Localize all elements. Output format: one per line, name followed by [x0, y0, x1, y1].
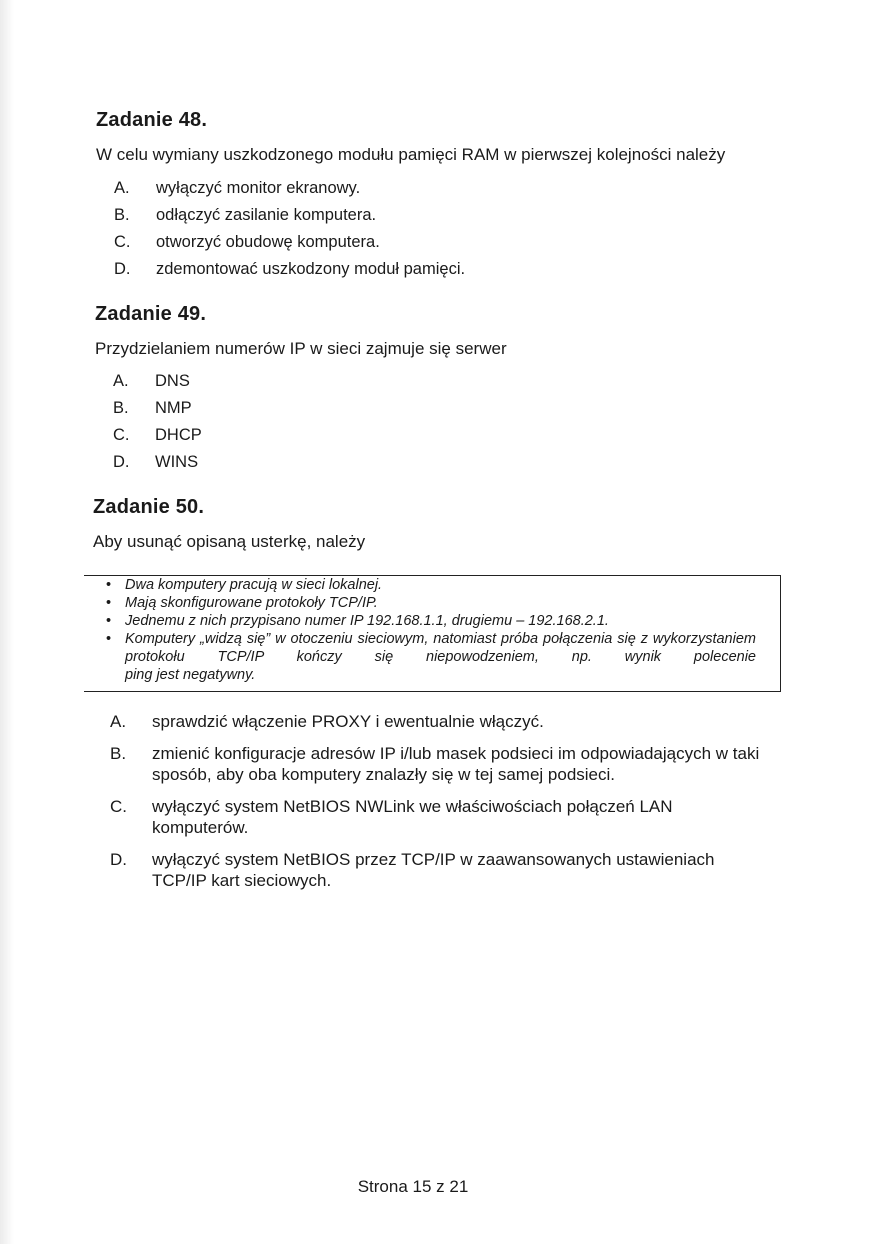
task-48-options — [114, 179, 614, 287]
option-a[interactable] — [110, 711, 760, 732]
option-text: wyłączyć system NetBIOS przez TCP/IP w zaawansowanych ustawieniach TCP/IP kart sieciowych. — [152, 850, 715, 890]
task-49-question: Przydzielaniem numerów IP w sieci zajmuje się serwer — [95, 339, 507, 358]
option-letter: C. — [110, 797, 127, 816]
option-letter: A. — [113, 372, 129, 390]
option-text: sprawdzić włączenie PROXY i ewentualnie włączyć. — [152, 712, 544, 731]
option-text: DNS — [155, 372, 190, 390]
option-letter: C. — [114, 233, 131, 251]
problem-item — [106, 630, 756, 684]
option-text: zdemontować uszkodzony moduł pamięci. — [156, 260, 466, 278]
problem-item-text: Jednemu z nich przypisano numer IP 192.168.1.1, drugiemu – 192.168.2.1. — [125, 613, 609, 629]
task-50-options — [110, 711, 760, 902]
option-letter: B. — [114, 206, 130, 224]
problem-item-text: Dwa komputery pracują w sieci lokalnej. — [125, 577, 383, 593]
option-b[interactable] — [110, 743, 760, 785]
problem-item-text-end: ping jest negatywny. — [125, 667, 256, 683]
option-d[interactable] — [113, 453, 413, 480]
option-letter: A. — [110, 712, 127, 731]
task-48-question: W celu wymiany uszkodzonego modułu pamięci RAM w pierwszej kolejności należy — [96, 145, 726, 164]
option-d[interactable] — [114, 260, 614, 287]
option-a[interactable] — [113, 372, 413, 399]
task-49-title: Zadanie 49. — [95, 303, 207, 325]
option-b[interactable] — [114, 206, 614, 233]
page-number: Strona 15 z 21 — [357, 1177, 469, 1196]
problem-item — [106, 576, 756, 594]
option-c[interactable] — [110, 796, 760, 838]
option-letter: B. — [110, 744, 127, 763]
option-letter: A. — [114, 179, 130, 197]
option-b[interactable] — [113, 399, 413, 426]
bullet-icon: • — [106, 595, 112, 611]
bullet-icon: • — [106, 577, 112, 593]
option-c[interactable] — [114, 233, 614, 260]
task-50-question: Aby usunąć opisaną usterkę, należy — [93, 532, 366, 551]
scan-shadow-edge — [0, 0, 14, 1244]
option-a[interactable] — [114, 179, 614, 206]
option-text: WINS — [155, 453, 199, 471]
task-48-title: Zadanie 48. — [96, 109, 208, 131]
option-letter: B. — [113, 399, 129, 417]
problem-item — [106, 594, 756, 612]
option-letter: D. — [113, 453, 130, 471]
task-49-options — [113, 372, 413, 480]
option-letter: D. — [114, 260, 131, 278]
option-letter: D. — [110, 850, 127, 869]
option-text: NMP — [155, 399, 192, 417]
option-text: zmienić konfiguracje adresów IP i/lub masek podsieci im odpowiadających w taki sposób, aby oba komputery znalazły się w tej samej podsieci. — [152, 744, 760, 784]
option-text: wyłączyć monitor ekranowy. — [156, 179, 361, 197]
option-text: odłączyć zasilanie komputera. — [156, 206, 377, 224]
problem-description-box — [84, 575, 781, 692]
task-50-title: Zadanie 50. — [93, 496, 205, 518]
bullet-icon: • — [106, 631, 112, 647]
option-text: DHCP — [155, 426, 202, 444]
bullet-icon: • — [106, 613, 112, 629]
option-d[interactable] — [110, 849, 760, 891]
problem-description-list — [106, 576, 756, 684]
option-c[interactable] — [113, 426, 413, 453]
option-letter: C. — [113, 426, 130, 444]
problem-item-text: Komputery „widzą się” w otoczeniu sieciowym, natomiast próba połączenia się z wykorzystaniem protokołu TCP/IP kończy się niepowodzeniem, np. wynik polecenie — [125, 631, 756, 665]
problem-item-text: Mają skonfigurowane protokoły TCP/IP. — [125, 595, 378, 611]
option-text: wyłączyć system NetBIOS NWLink we właściwościach połączeń LAN komputerów. — [152, 797, 673, 837]
problem-item — [106, 612, 756, 630]
option-text: otworzyć obudowę komputera. — [156, 233, 380, 251]
